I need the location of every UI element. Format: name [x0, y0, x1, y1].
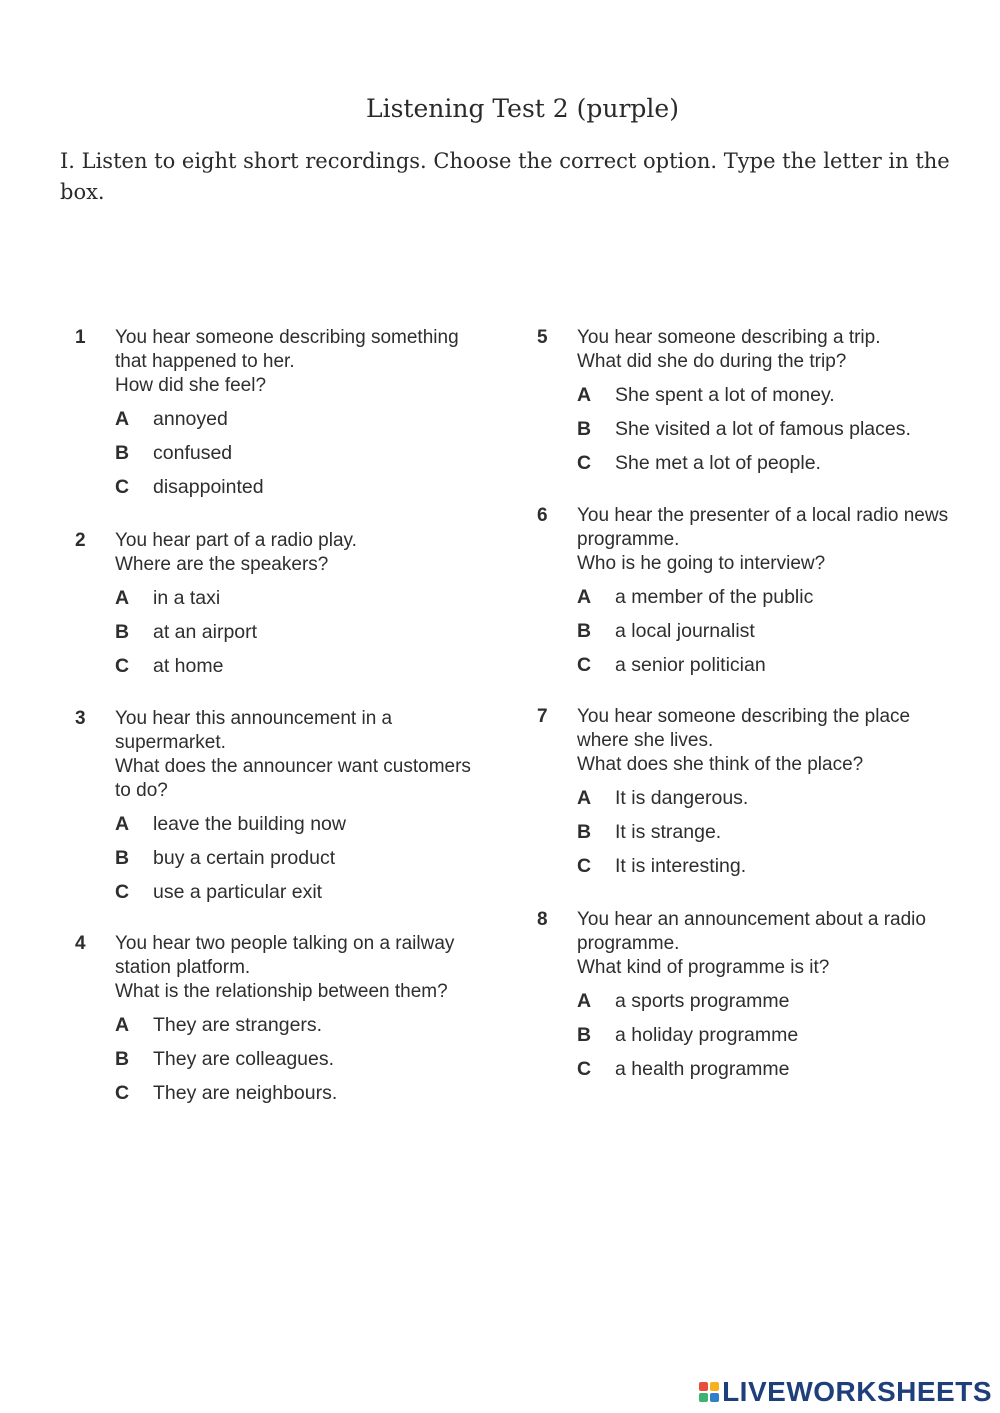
option-letter: B [577, 821, 592, 843]
question-8 [537, 908, 977, 1091]
option-text: a health programme [615, 1058, 790, 1080]
question-prompt-line: You hear part of a radio play. [115, 530, 357, 551]
option-letter: C [577, 654, 592, 676]
question-prompt-line: You hear someone describing the place [577, 706, 911, 727]
question-prompt-line: Where are the speakers? [115, 554, 329, 575]
question-number: 5 [537, 327, 548, 348]
question-prompt [577, 705, 977, 777]
answer-option [115, 846, 515, 880]
option-text: disappointed [153, 476, 264, 498]
question-prompt [577, 908, 977, 980]
answer-option [577, 653, 977, 687]
answer-option [577, 451, 977, 485]
question-3 [75, 707, 515, 914]
option-letter: A [577, 990, 592, 1012]
liveworksheets-logo [699, 1377, 992, 1407]
answer-options [115, 812, 515, 914]
option-text: a local journalist [615, 620, 755, 642]
question-5 [537, 326, 977, 485]
option-letter: C [115, 655, 130, 677]
option-letter: A [577, 586, 592, 608]
answer-option [115, 812, 515, 846]
option-letter: B [115, 847, 130, 869]
question-number: 2 [75, 530, 86, 551]
option-text: a member of the public [615, 586, 814, 608]
option-letter: B [577, 620, 592, 642]
question-prompt-line: What did she do during the trip? [577, 351, 847, 372]
answer-option [577, 585, 977, 619]
question-number: 6 [537, 505, 548, 526]
option-letter: C [115, 1082, 130, 1104]
option-text: a senior politician [615, 654, 766, 676]
answer-options [577, 989, 977, 1091]
option-text: in a taxi [153, 587, 221, 609]
answer-option [115, 407, 515, 441]
instructions: I. Listen to eight short recordings. Choose the correct option. Type the letter in the box. [60, 149, 950, 204]
option-letter: B [115, 1048, 130, 1070]
answer-options [577, 786, 977, 888]
option-text: annoyed [153, 408, 228, 430]
answer-option [115, 1013, 515, 1047]
answer-option [115, 441, 515, 475]
option-text: at an airport [153, 621, 258, 643]
question-prompt [115, 529, 515, 577]
right-question-column [537, 326, 977, 1091]
answer-option [577, 786, 977, 820]
answer-options [115, 586, 515, 688]
logo-square [710, 1382, 719, 1391]
option-letter: C [115, 476, 130, 498]
option-letter: B [577, 1024, 592, 1046]
question-prompt-line: You hear someone describing something [115, 327, 459, 348]
option-text: They are strangers. [153, 1014, 323, 1036]
question-prompt-line: What does the announcer want customers [115, 756, 471, 777]
answer-option [577, 619, 977, 653]
question-number: 1 [75, 327, 86, 348]
option-letter: C [115, 881, 130, 903]
question-prompt-line: You hear the presenter of a local radio news [577, 505, 949, 526]
option-text: buy a certain product [153, 847, 336, 869]
option-letter: B [115, 621, 130, 643]
question-prompt [115, 707, 515, 803]
answer-option [577, 1023, 977, 1057]
answer-option [115, 620, 515, 654]
answer-option [115, 475, 515, 509]
page-title: Listening Test 2 (purple) [366, 94, 679, 123]
answer-option [577, 417, 977, 451]
question-number: 3 [75, 708, 86, 729]
logo-text: LIVEWORKSHEETS [722, 1376, 992, 1407]
question-7 [537, 705, 977, 888]
question-prompt-line: What does she think of the place? [577, 754, 864, 775]
answer-option [577, 1057, 977, 1091]
option-letter: C [577, 1058, 592, 1080]
question-prompt-line: How did she feel? [115, 375, 267, 396]
question-number: 7 [537, 706, 548, 727]
option-letter: A [115, 813, 130, 835]
question-prompt-line: supermarket. [115, 732, 226, 753]
question-prompt-line: programme. [577, 529, 680, 550]
option-text: It is dangerous. [615, 787, 749, 809]
question-prompt-line: that happened to her. [115, 351, 295, 372]
option-text: leave the building now [153, 813, 346, 835]
question-6 [537, 504, 977, 687]
option-text: a sports programme [615, 990, 790, 1012]
question-prompt [577, 326, 977, 374]
logo-square [699, 1393, 708, 1402]
question-number: 4 [75, 933, 86, 954]
question-prompt [115, 932, 515, 1004]
option-text: She visited a lot of famous places. [615, 418, 911, 440]
option-letter: A [115, 408, 130, 430]
left-question-column [75, 326, 515, 1115]
option-text: a holiday programme [615, 1024, 799, 1046]
question-prompt-line: You hear someone describing a trip. [577, 327, 881, 348]
question-2 [75, 529, 515, 688]
answer-option [577, 383, 977, 417]
question-prompt-line: You hear an announcement about a radio [577, 909, 926, 930]
option-letter: A [115, 587, 130, 609]
answer-options [115, 1013, 515, 1115]
option-text: It is strange. [615, 821, 722, 843]
answer-option [577, 820, 977, 854]
option-letter: A [577, 384, 592, 406]
question-prompt-line: where she lives. [577, 730, 714, 751]
option-letter: A [577, 787, 592, 809]
answer-options [577, 585, 977, 687]
answer-option [577, 854, 977, 888]
answer-option [577, 989, 977, 1023]
logo-square [710, 1393, 719, 1402]
question-4 [75, 932, 515, 1115]
question-prompt-line: What is the relationship between them? [115, 981, 448, 1002]
answer-option [115, 654, 515, 688]
answer-option [115, 1081, 515, 1115]
question-prompt-line: station platform. [115, 957, 251, 978]
question-prompt-line: Who is he going to interview? [577, 553, 826, 574]
option-text: They are colleagues. [153, 1048, 335, 1070]
answer-option [115, 1047, 515, 1081]
option-letter: B [577, 418, 592, 440]
option-letter: A [115, 1014, 130, 1036]
answer-options [115, 407, 515, 509]
option-letter: B [115, 442, 130, 464]
option-text: She met a lot of people. [615, 452, 821, 474]
option-text: use a particular exit [153, 881, 323, 903]
option-letter: C [577, 855, 592, 877]
question-prompt [577, 504, 977, 576]
option-letter: C [577, 452, 592, 474]
answer-options [577, 383, 977, 485]
answer-option [115, 586, 515, 620]
question-prompt-line: programme. [577, 933, 680, 954]
option-text: at home [153, 655, 224, 677]
answer-option [115, 880, 515, 914]
question-prompt-line: What kind of programme is it? [577, 957, 830, 978]
logo-mark-icon [699, 1382, 719, 1402]
question-1 [75, 326, 515, 509]
option-text: confused [153, 442, 233, 464]
logo-square [699, 1382, 708, 1391]
option-text: They are neighbours. [153, 1082, 338, 1104]
question-number: 8 [537, 909, 548, 930]
option-text: It is interesting. [615, 855, 747, 877]
question-prompt [115, 326, 515, 398]
option-text: She spent a lot of money. [615, 384, 835, 406]
question-prompt-line: You hear two people talking on a railway [115, 933, 455, 954]
question-prompt-line: You hear this announcement in a [115, 708, 393, 729]
question-prompt-line: to do? [115, 780, 168, 801]
